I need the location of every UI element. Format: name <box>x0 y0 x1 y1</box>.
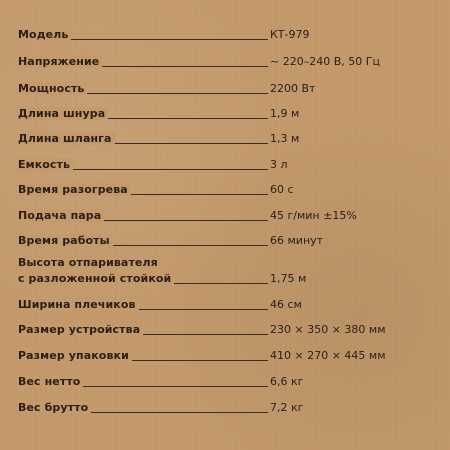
spec-row <box>18 232 438 248</box>
spec-label: Время разогрева <box>18 183 131 196</box>
spec-row <box>18 296 438 312</box>
spec-label: Модель <box>18 28 71 41</box>
spec-row <box>18 105 438 121</box>
spec-row <box>18 130 438 146</box>
spec-label: Мощность <box>18 82 87 95</box>
spec-row <box>18 207 438 223</box>
spec-value: 66 минут <box>270 234 324 247</box>
spec-value: 7,2 кг <box>270 401 304 414</box>
spec-value: 230 × 350 × 380 мм <box>270 323 386 336</box>
spec-label: Ширина плечиков <box>18 298 139 311</box>
spec-value: 2200 Вт <box>270 82 316 95</box>
spec-label: Размер устройства <box>18 323 143 336</box>
spec-label: Вес брутто <box>18 401 91 414</box>
spec-row <box>18 399 438 415</box>
spec-value: 45 г/мин ±15% <box>270 209 357 222</box>
spec-value: 3 л <box>270 158 288 171</box>
spec-row <box>18 321 438 337</box>
spec-row-line1 <box>18 256 438 270</box>
spec-value: 6,6 кг <box>270 375 304 388</box>
spec-row <box>18 53 438 69</box>
spec-value: 1,3 м <box>270 132 300 145</box>
spec-label: Длина шнура <box>18 107 108 120</box>
spec-row <box>18 80 438 96</box>
spec-row <box>18 181 438 197</box>
spec-value: 410 × 270 × 445 мм <box>270 349 386 362</box>
spec-row <box>18 270 438 286</box>
spec-row <box>18 156 438 172</box>
spec-row <box>18 347 438 363</box>
spec-value: КТ-979 <box>270 28 310 41</box>
spec-row <box>18 373 438 389</box>
spec-value: 1,75 м <box>270 272 307 285</box>
spec-label: Емкость <box>18 158 73 171</box>
spec-value: ~ 220–240 В, 50 Гц <box>270 55 380 68</box>
spec-row <box>18 26 438 42</box>
spec-label-continued: с разложенной стойкой <box>18 272 174 285</box>
spec-value: 60 с <box>270 183 294 196</box>
spec-label: Размер упаковки <box>18 349 132 362</box>
spec-label: Подача пара <box>18 209 104 222</box>
spec-label: Высота отпаривателя <box>18 256 161 269</box>
spec-label: Время работы <box>18 234 113 247</box>
spec-label: Вес нетто <box>18 375 83 388</box>
spec-value: 1,9 м <box>270 107 300 120</box>
spec-label: Длина шланга <box>18 132 115 145</box>
spec-value: 46 см <box>270 298 302 311</box>
spec-label: Напряжение <box>18 55 102 68</box>
